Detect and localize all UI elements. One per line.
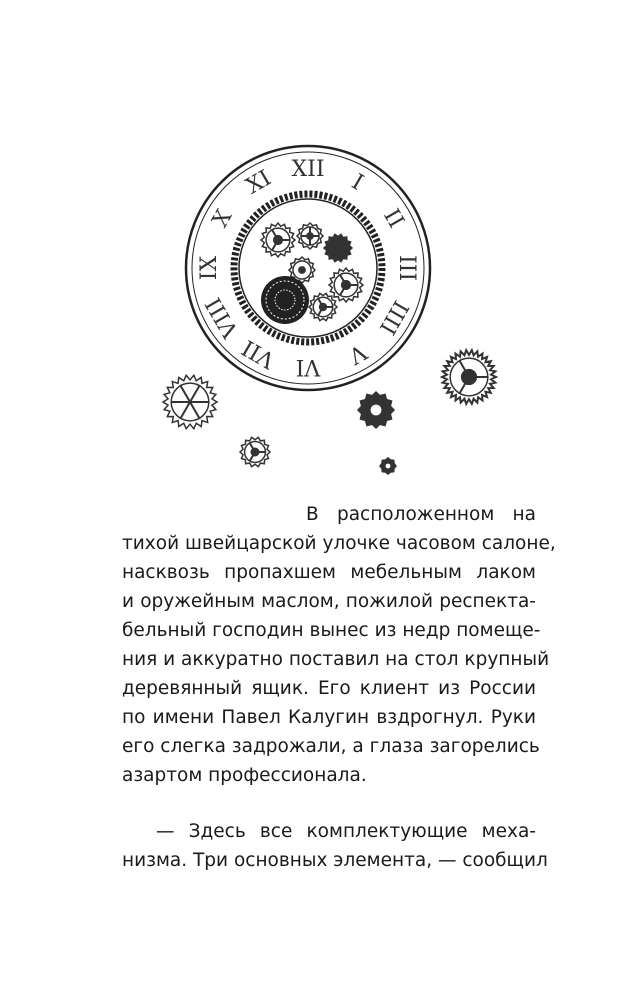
loose-gear-icon (358, 392, 394, 428)
clock-numeral: X (207, 205, 238, 232)
clock-numeral: IX (197, 255, 222, 281)
clock-numeral: I (347, 169, 368, 196)
clock-numeral: III (394, 254, 419, 282)
clock-numeral: VII (238, 334, 280, 373)
loose-gear-icon (163, 375, 217, 428)
book-text (122, 500, 556, 875)
clock-numeral: XI (241, 165, 276, 200)
text-line: азартом профессионала. (122, 765, 367, 786)
text-line: низма. Три основных элемента, — сообщил (122, 850, 548, 871)
text-line: его слегка задрожали, а глаза загорелись (122, 736, 540, 757)
text-line: по имени Павел Калугин вздрогнул. Руки (122, 707, 536, 728)
text-line: — Здесь все комплектующие меха- (156, 821, 536, 842)
text-line: деревянный ящик. Его клиент из России (122, 678, 536, 699)
loose-gear-icon (380, 458, 396, 474)
text-line: тихой швейцарской улочке часовом салоне, (122, 533, 556, 554)
clockwork-illustration (0, 0, 632, 490)
loose-gear-icon (240, 437, 270, 466)
clock-numeral: VI (295, 354, 321, 379)
clock-face-icon (186, 146, 430, 390)
clock-numeral: II (378, 204, 409, 233)
clock-numeral: VIII (201, 292, 245, 342)
paragraph (122, 500, 556, 790)
clock-numeral: V (344, 338, 371, 369)
text-line: ния и аккуратно поставил на стол крупный (122, 649, 550, 670)
clock-numeral: XII (291, 157, 325, 182)
loose-gear-icon (442, 350, 496, 404)
text-line: бельный господин вынес из недр помеще- (122, 620, 541, 641)
clock-numeral: IIII (373, 295, 413, 339)
text-line: насквозь пропахшем мебельным лаком (122, 562, 536, 583)
text-line: В расположенном на (306, 504, 536, 525)
paragraph (122, 817, 548, 875)
text-line: и оружейным маслом, пожилой респекта- (122, 591, 536, 612)
